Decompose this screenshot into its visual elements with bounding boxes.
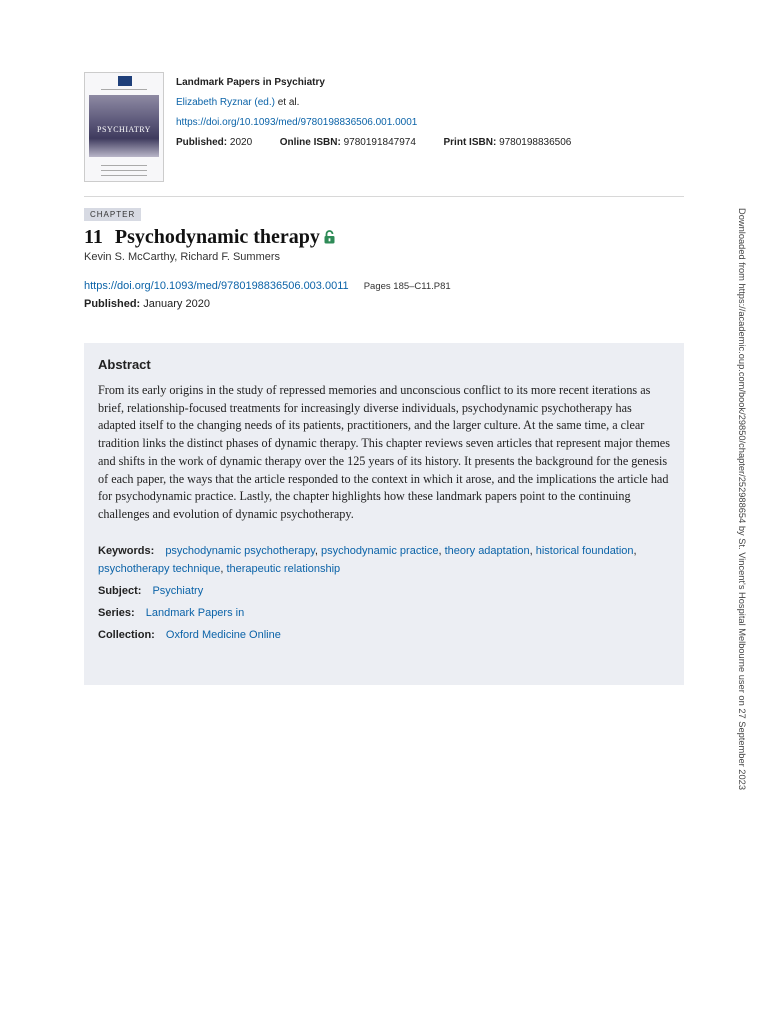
chapter-published-value: January 2020 bbox=[143, 298, 210, 310]
online-isbn-value: 9780191847974 bbox=[343, 137, 416, 148]
print-isbn-value: 9780198836506 bbox=[499, 137, 572, 148]
chapter-published-label: Published: bbox=[84, 298, 141, 310]
abstract-heading: Abstract bbox=[98, 357, 151, 372]
series-row bbox=[98, 604, 670, 622]
online-isbn-label: Online ISBN: bbox=[279, 137, 341, 148]
chapter-authors: Kevin S. McCarthy, Richard F. Summers bbox=[84, 251, 281, 263]
download-notice-text: Downloaded from https://academic.oup.com/book/29850/chapter/252988654 by St. Vincent's Hospital Melbourne user on 27 September 2023 bbox=[737, 208, 747, 790]
chapter-title-text: Psychodynamic therapy bbox=[114, 226, 320, 248]
keyword-link[interactable]: psychodynamic practice bbox=[321, 544, 439, 557]
keyword-link[interactable]: psychodynamic psychotherapy bbox=[165, 544, 315, 557]
collection-row bbox=[98, 626, 670, 644]
open-access-lock-icon bbox=[324, 227, 335, 250]
book-title[interactable]: Landmark Papers in Psychiatry bbox=[176, 77, 325, 88]
chapter-title bbox=[84, 226, 335, 250]
cover-title: PSYCHIATRY bbox=[97, 125, 151, 134]
print-isbn-label: Print ISBN: bbox=[443, 137, 497, 148]
book-doi-link[interactable]: https://doi.org/10.1093/med/9780198836506.001.0001 bbox=[176, 117, 418, 128]
collection-link[interactable]: Oxford Medicine Online bbox=[165, 628, 281, 641]
editor-link[interactable]: Elizabeth Ryznar (ed.) bbox=[176, 97, 275, 108]
keywords-label: Keywords: bbox=[98, 544, 155, 557]
chapter-pages: Pages 185–C11.P81 bbox=[363, 281, 451, 292]
cover-rule bbox=[101, 165, 147, 166]
keyword-link[interactable]: psychotherapy technique bbox=[98, 562, 221, 575]
chapter-badge: CHAPTER bbox=[84, 208, 141, 221]
chapter-doi-link[interactable]: https://doi.org/10.1093/med/9780198836506.003.0011 bbox=[84, 280, 349, 292]
cover-rule bbox=[101, 89, 147, 90]
cover-rule bbox=[101, 170, 147, 171]
download-notice bbox=[737, 208, 749, 818]
keyword-link[interactable]: therapeutic relationship bbox=[226, 562, 341, 575]
cover-rule bbox=[101, 175, 147, 176]
subject-link[interactable]: Psychiatry bbox=[152, 584, 204, 597]
chapter-number: 11 bbox=[84, 226, 103, 248]
abstract-text: From its early origins in the study of repressed memories and unconscious conflict to its more recent iterations as brief, relationship-focused treatments for increasingly diverse individuals, psychodynamic psychotherapy has adapted itself to the changing needs of its patients, practitioners, and the larger culture. At the same time, a clear tradition links the distinct phases of dynamic therapy. This chapter reviews seven articles that represent major themes and shifts in the work of dynamic therapy over the 125 years of its history. It presents the background for the genesis of each paper, the ways that the article responded to the context in which it arose, and the implications the article had for psychodynamic practice. Lastly, the chapter highlights how these landmark papers point to the continuing challenges and evolution of dynamic psychotherapy. bbox=[98, 383, 670, 521]
divider bbox=[84, 196, 684, 197]
editor-suffix: et al. bbox=[277, 97, 300, 108]
book-info bbox=[176, 73, 571, 153]
chapter-published bbox=[84, 298, 210, 310]
subject-row bbox=[98, 582, 670, 600]
series-label: Series: bbox=[98, 606, 135, 619]
series-link[interactable]: Landmark Papers in bbox=[145, 606, 245, 619]
book-editors bbox=[176, 93, 571, 113]
book-meta bbox=[176, 133, 571, 153]
keyword-link[interactable]: historical foundation bbox=[535, 544, 634, 557]
keyword-link[interactable]: theory adaptation bbox=[444, 544, 530, 557]
chapter-doi-row bbox=[84, 280, 451, 292]
subject-label: Subject: bbox=[98, 584, 142, 597]
abstract-panel bbox=[84, 343, 684, 685]
publisher-logo bbox=[118, 76, 132, 86]
collection-label: Collection: bbox=[98, 628, 155, 641]
published-label: Published: bbox=[176, 137, 228, 148]
published-value: 2020 bbox=[229, 137, 253, 148]
keywords-row: Keywords: psychodynamic psychotherapy, psychodynamic practice, theory adaptation, historical foundation, psychotherapy technique, therapeutic relationship bbox=[98, 544, 637, 575]
book-cover[interactable] bbox=[84, 72, 164, 182]
